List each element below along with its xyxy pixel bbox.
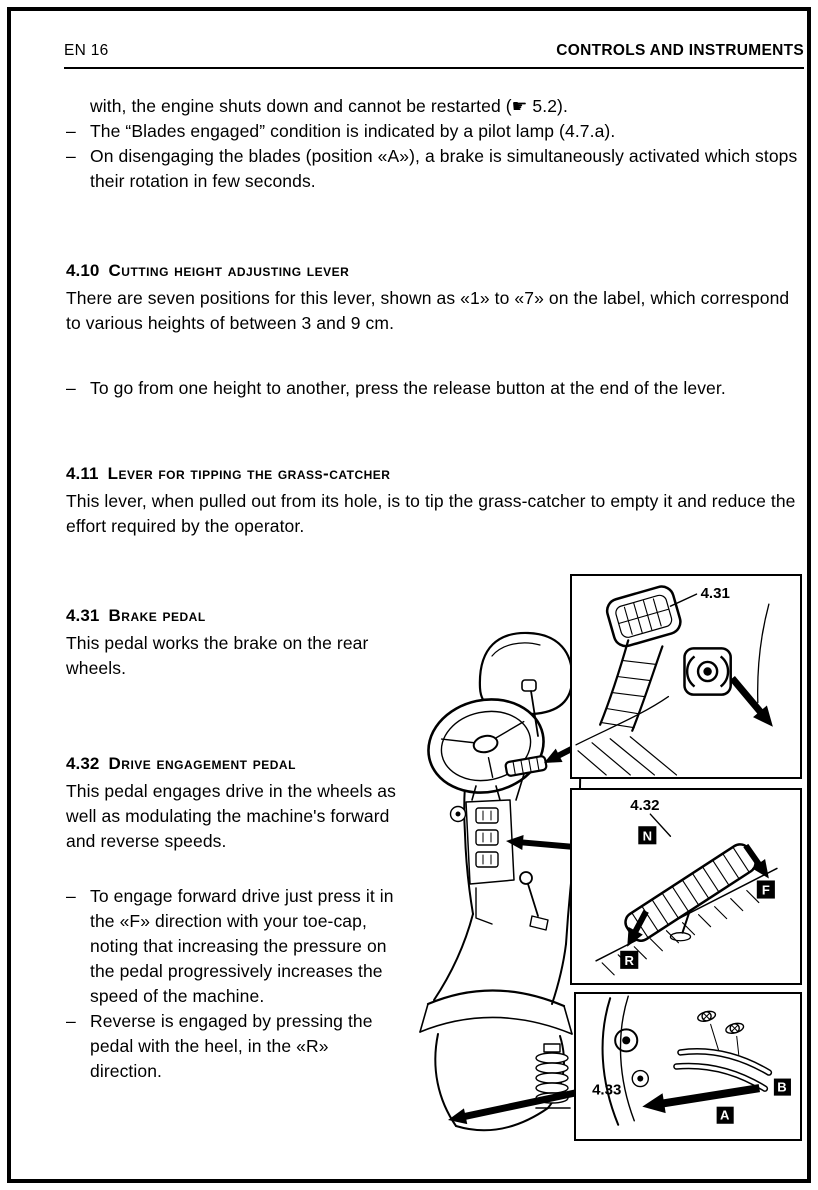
bullet-marker: – <box>66 886 76 906</box>
list-item <box>66 376 803 401</box>
wing-nut-icon <box>725 1022 745 1035</box>
section-4-31 <box>66 603 398 681</box>
position-f-label: F <box>761 882 770 898</box>
list-item <box>66 144 803 194</box>
section-4-32 <box>66 751 398 1084</box>
section-title: Lever for tipping the grass-catcher <box>107 464 391 483</box>
intro-continuation: with, the engine shuts down and cannot be restarted (☛ 5.2). <box>90 96 568 116</box>
section-number: 4.31 <box>66 606 100 625</box>
section-4-11 <box>66 461 803 539</box>
bullet-text: Reverse is engaged by pressing the pedal with the heel, in the «R» direction. <box>90 1011 373 1081</box>
brake-warning-icon <box>684 648 730 694</box>
pull-arrow-icon <box>641 1078 761 1116</box>
position-a-label: A <box>719 1107 730 1123</box>
section-title: Drive engagement pedal <box>108 754 296 773</box>
figure-4-32 <box>570 788 802 985</box>
drive-pedal-drawing <box>622 841 760 945</box>
direction-arrow-icon <box>725 672 780 732</box>
figure-4-31 <box>570 574 802 779</box>
section-number: 4.10 <box>66 261 100 280</box>
chapter-title: CONTROLS AND INSTRUMENTS <box>556 42 804 59</box>
figure-label: 4.33 <box>592 1081 622 1099</box>
connector-arrow-icon <box>446 1085 578 1128</box>
bullet-text: To go from one height to another, press the release button at the end of the lever. <box>90 378 726 398</box>
brake-pedal-drawing <box>604 584 683 649</box>
list-item <box>66 1009 398 1084</box>
figure-label: 4.32 <box>630 797 660 815</box>
section-body: There are seven positions for this lever, shown as «1» to «7» on the label, which correspond to various heights of between 3 and 9 cm. <box>66 288 790 333</box>
list-item <box>66 119 803 144</box>
page-header <box>64 42 804 69</box>
section-body: This lever, when pulled out from its hole, is to tip the grass-catcher to empty it and reduce the effort required by the operator. <box>66 491 796 536</box>
section-heading <box>66 751 398 776</box>
bullet-text: On disengaging the blades (position «A»), a brake is simultaneously activated which stops their rotation in few seconds. <box>90 146 798 191</box>
page-number: EN 16 <box>64 42 109 59</box>
position-r-label: R <box>624 952 634 968</box>
figure-label: 4.31 <box>700 585 730 603</box>
section-heading <box>66 258 803 283</box>
bullet-text: The “Blades engaged” condition is indicated by a pilot lamp (4.7.a). <box>90 121 616 141</box>
intro-block <box>66 94 803 194</box>
list-item <box>66 884 398 1009</box>
bullet-marker: – <box>66 378 76 398</box>
bullet-marker: – <box>66 121 76 141</box>
bullet-marker: – <box>66 146 76 166</box>
wing-nut-icon <box>697 1010 717 1023</box>
section-title: Cutting height adjusting lever <box>108 261 350 280</box>
tipping-lever-drawing <box>676 1051 768 1088</box>
section-4-10 <box>66 258 803 401</box>
section-heading <box>66 603 398 628</box>
position-b-label: B <box>777 1079 787 1095</box>
section-body: This pedal works the brake on the rear wheels. <box>66 633 369 678</box>
bullet-text: To engage forward drive just press it in the «F» direction with your toe-cap, noting that increasing the pressure on the pedal progressively increases the speed of the machine. <box>90 886 394 1006</box>
figure-4-33 <box>574 992 802 1141</box>
section-number: 4.11 <box>66 464 99 483</box>
section-heading <box>66 461 803 486</box>
section-title: Brake pedal <box>108 606 206 625</box>
position-n-label: N <box>642 828 653 844</box>
section-body: This pedal engages drive in the wheels as well as modulating the machine's forward and reverse speeds. <box>66 781 396 851</box>
bullet-marker: – <box>66 1011 76 1031</box>
section-number: 4.32 <box>66 754 100 773</box>
